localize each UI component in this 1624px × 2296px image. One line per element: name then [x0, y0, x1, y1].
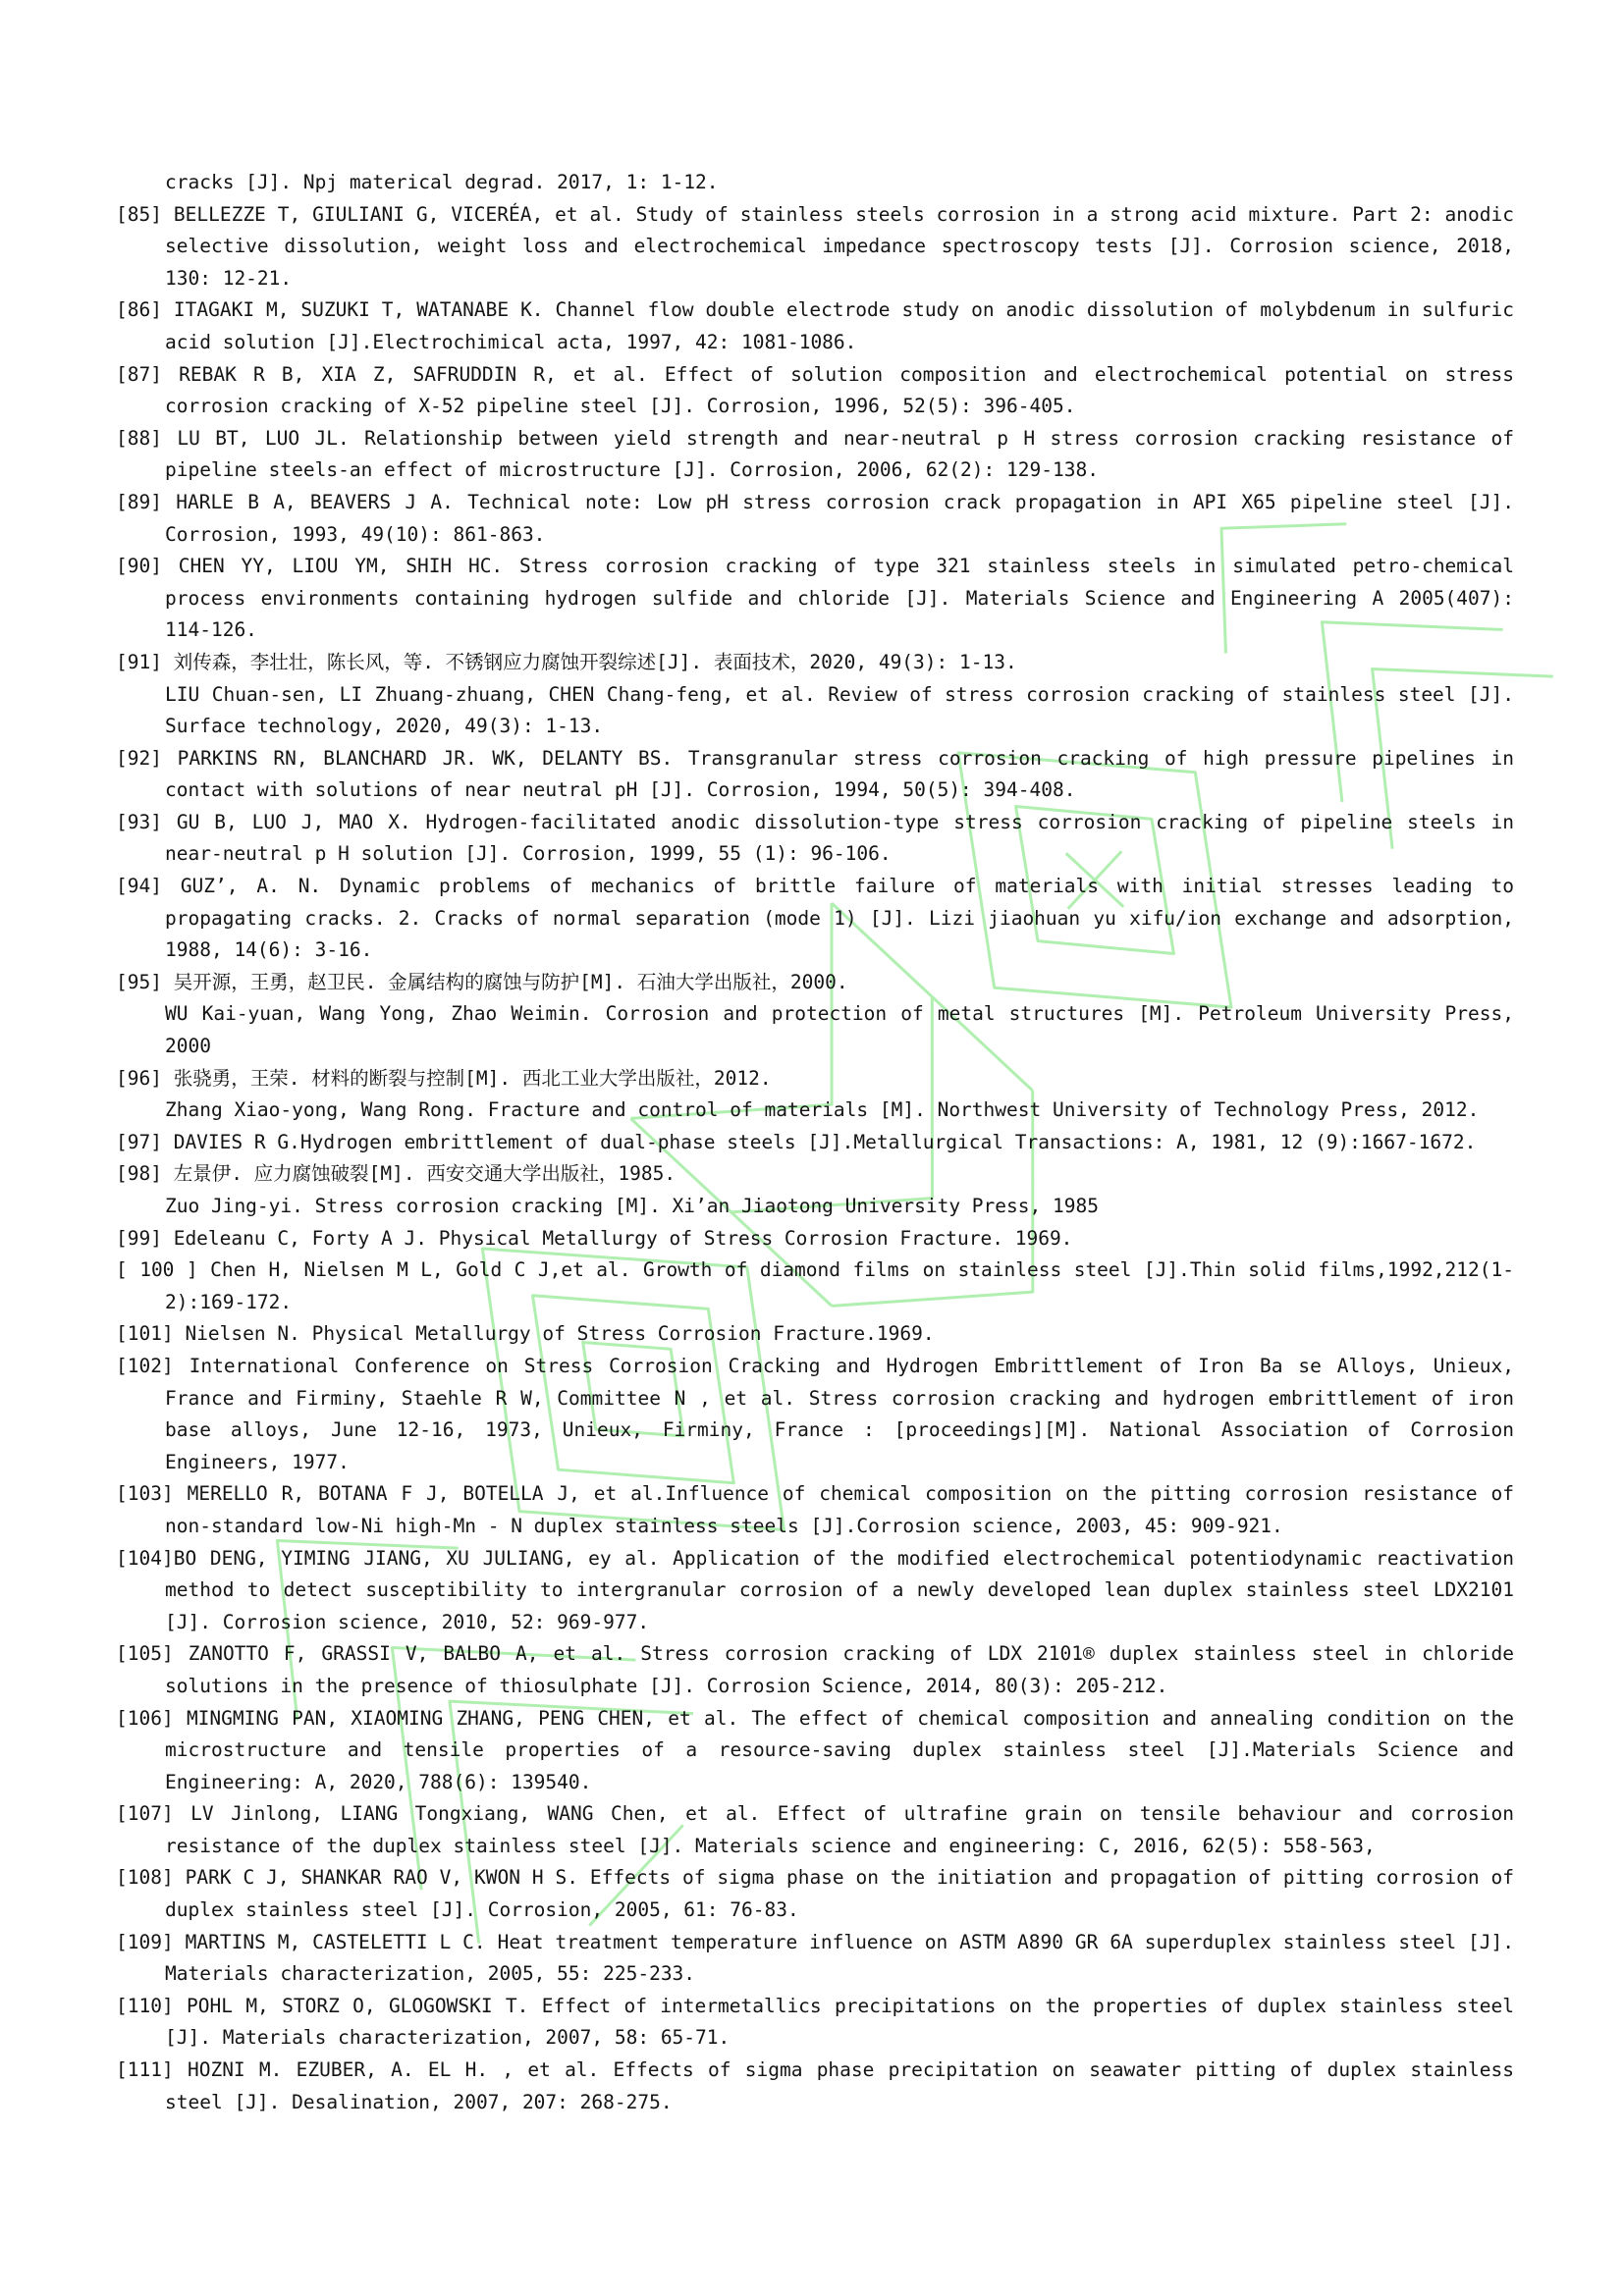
reference-entry [116, 1638, 1514, 1702]
reference-entry [116, 487, 1514, 551]
reference-text: [104]BO DENG, YIMING JIANG, XU JULIANG, ey al. Application of the modified electrochemical potentiodynamic reactivation method to detect susceptibility to intergranular corrosion of a newly developed lean duplex stainless steel LDX2101 [J]. Corrosion science, 2010, 52: 969-977. [116, 1546, 1514, 1633]
reference-entry [116, 1351, 1514, 1478]
reference-entry [116, 1703, 1514, 1799]
reference-number: [ 100 ] [116, 1258, 211, 1282]
reference-number: [108] [116, 1866, 186, 1890]
reference-text: [110] POHL M, STORZ O, GLOGOWSKI T. Effect of intermetallics precipitations on the properties of duplex stainless steel [J]. Materials characterization, 2007, 58: 65-71. [116, 1994, 1514, 2050]
reference-number: [99] [116, 1226, 174, 1250]
reference-number: [87] [116, 362, 180, 386]
reference-translation: Zuo Jing-yi. Stress corrosion cracking [M]. Xi’an Jiaotong University Press, 1985 [165, 1195, 1099, 1217]
reference-entry [116, 967, 1514, 1063]
reference-number: [98] [116, 1162, 174, 1186]
reference-translation: LIU Chuan-sen, LI Zhuang-zhuang, CHEN Chang-feng, et al. Review of stress corrosion cracking of stainless steel [J]. Surface technology, 2020, 49(3): 1-13. [165, 682, 1514, 738]
reference-entry [116, 199, 1514, 295]
reference-number: [111] [116, 2058, 188, 2082]
reference-entry [116, 1255, 1514, 1318]
reference-number: [97] [116, 1130, 174, 1153]
reference-entry [116, 647, 1514, 743]
reference-entry [116, 2055, 1514, 2118]
reference-entry [116, 294, 1514, 358]
reference-number: [90] [116, 555, 179, 578]
reference-number: [95] [116, 970, 174, 993]
reference-number: [110] [116, 1994, 188, 2017]
reference-entry [116, 1158, 1514, 1222]
reference-number: [104] [116, 1546, 174, 1570]
reference-entry [116, 359, 1514, 423]
reference-entry [116, 1223, 1514, 1255]
reference-number: [86] [116, 298, 174, 322]
reference-text: [97] DAVIES R G.Hydrogen embrittlement of dual-phase steels [J].Metallurgical Transactions: A, 1981, 12 (9):1667-1672. [116, 1130, 1477, 1153]
reference-text: [95] 吴开源，王勇，赵卫民. 金属结构的腐蚀与防护[M]. 石油大学出版社，2000. [116, 970, 848, 993]
reference-text: [102] International Conference on Stress Corrosion Cracking and Hydrogen Embrittlement of Iron Ba se Alloys, Unieux, France and Firminy, Staehle R W, Committee N , et al. Stress corrosion cracking and hydrogen embrittlement of iron base alloys, June 12-16, 1973, Unieux, Firminy, France : [proceedings][M]. National Association of Corrosion Engineers, 1977. [116, 1354, 1514, 1473]
reference-text: [ 100 ] Chen H, Nielsen M L, Gold C J,et al. Growth of diamond films on stainless steel [J].Thin solid films,1992,212(1-2):169-172. [116, 1258, 1514, 1313]
reference-number: [94] [116, 875, 181, 898]
reference-text: [101] Nielsen N. Physical Metallurgy of Stress Corrosion Fracture.1969. [116, 1322, 935, 1346]
reference-entry [116, 423, 1514, 487]
reference-number: [105] [116, 1642, 189, 1666]
reference-number: [102] [116, 1354, 189, 1377]
reference-text: [105] ZANOTTO F, GRASSI V, BALBO A, et al. Stress corrosion cracking of LDX 2101® duplex stainless steel in chloride solutions in the presence of thiosulphate [J]. Corrosion Science, 2014, 80(3): 205-212. [116, 1642, 1514, 1697]
reference-entry [116, 871, 1514, 967]
reference-text: [98] 左景伊. 应力腐蚀破裂[M]. 西安交通大学出版社，1985. [116, 1162, 677, 1186]
reference-entry [116, 807, 1514, 871]
reference-number: [103] [116, 1482, 188, 1506]
reference-text: [111] HOZNI M. EZUBER, A. EL H. , et al. Effects of sigma phase precipitation on seawater pitting of duplex stainless steel [J]. Desalination, 2007, 207: 268-275. [116, 2058, 1514, 2113]
reference-entry [116, 1063, 1514, 1127]
reference-entry [116, 1318, 1514, 1351]
reference-entry [116, 167, 1514, 199]
reference-text: [108] PARK C J, SHANKAR RAO V, KWON H S. Effects of sigma phase on the initiation and propagation of pitting corrosion of duplex stainless steel [J]. Corrosion, 2005, 61: 76-83. [116, 1866, 1514, 1922]
reference-text: [90] CHEN YY, LIOU YM, SHIH HC. Stress corrosion cracking of type 321 stainless steels in simulated petro-chemical process environments containing hydrogen sulfide and chloride [J]. Materials Science and Engineering A 2005(407): 114-126. [116, 555, 1514, 642]
reference-number: [109] [116, 1930, 186, 1953]
reference-text: [86] ITAGAKI M, SUZUKI T, WATANABE K. Channel flow double electrode study on anodic dissolution of molybdenum in sulfuric acid solution [J].Electrochimical acta, 1997, 42: 1081-1086. [116, 298, 1515, 353]
reference-text: [94] GUZ’, A. N. Dynamic problems of mechanics of brittle failure of materials with initial stresses leading to propagating cracks. 2. Cracks of normal separation (mode 1) [J]. Lizi jiaohuan yu xifu/ion exchange and adsorption, 1988, 14(6): 3-16. [116, 875, 1514, 962]
reference-text: [87] REBAK R B, XIA Z, SAFRUDDIN R, et al. Effect of solution composition and electrochemical potential on stress corrosion cracking of X-52 pipeline steel [J]. Corrosion, 1996, 52(5): 396-405. [116, 362, 1515, 418]
reference-entry [116, 1991, 1514, 2055]
reference-entry [116, 1798, 1514, 1862]
reference-text: [96] 张骁勇，王荣. 材料的断裂与控制[M]. 西北工业大学出版社，2012. [116, 1066, 772, 1090]
reference-text: [92] PARKINS RN, BLANCHARD JR. WK, DELANTY BS. Transgranular stress corrosion cracking of high pressure pipelines in contact with solutions of near neutral pH [J]. Corrosion, 1994, 50(5): 394-408. [116, 746, 1515, 802]
reference-text: [103] MERELLO R, BOTANA F J, BOTELLA J, et al.Influence of chemical composition on the pitting corrosion resistance of non-standard low-Ni high-Mn - N duplex stainless steels [J].Corrosion science, 2003, 45: 909-921. [116, 1482, 1514, 1537]
reference-number: [106] [116, 1706, 187, 1730]
reference-number: [88] [116, 426, 178, 450]
reference-text: [85] BELLEZZE T, GIULIANI G, VICERÉA, et al. Study of stainless steels corrosion in a strong acid mixture. Part 2: anodic selective dissolution, weight loss and electrochemical impedance spectroscopy tests [J]. Corrosion science, 2018, 130: 12-21. [116, 202, 1514, 290]
reference-text: [106] MINGMING PAN, XIAOMING ZHANG, PENG CHEN, et al. The effect of chemical composition and annealing condition on the microstructure and tensile properties of a resource-saving duplex stainless steel [J].Materials Science and Engineering: A, 2020, 788(6): 139540. [116, 1706, 1514, 1793]
reference-text: [93] GU B, LUO J, MAO X. Hydrogen-facilitated anodic dissolution-type stress corrosion cracking of pipeline steels in near-neutral p H solution [J]. Corrosion, 1999, 55 (1): 96-106. [116, 810, 1514, 866]
reference-text: [99] Edeleanu C, Forty A J. Physical Metallurgy of Stress Corrosion Fracture. 1969. [116, 1226, 1073, 1250]
reference-text: [91] 刘传森，李壮壮，陈长风，等. 不锈钢应力腐蚀开裂综述[J]. 表面技术，2020, 49(3): 1-13. [116, 650, 1017, 673]
reference-number: [96] [116, 1066, 174, 1090]
reference-entry [116, 1543, 1514, 1639]
reference-text: [107] LV Jinlong, LIANG Tongxiang, WANG Chen, et al. Effect of ultrafine grain on tensile behaviour and corrosion resistance of the duplex stainless steel [J]. Materials science and engineering: C, 2016, 62(5): 558-563, [116, 1802, 1514, 1857]
reference-number: [107] [116, 1802, 191, 1826]
reference-entry [116, 1862, 1514, 1926]
reference-entry [116, 743, 1514, 807]
reference-translation: WU Kai-yuan, Wang Yong, Zhao Weimin. Corrosion and protection of metal structures [M]. Petroleum University Press, 2000 [165, 1002, 1514, 1058]
reference-text: [109] MARTINS M, CASTELETTI L C. Heat treatment temperature influence on ASTM A890 GR 6A superduplex stainless steel [J]. Materials characterization, 2005, 55: 225-233. [116, 1930, 1514, 1986]
reference-text: [89] HARLE B A, BEAVERS J A. Technical note: Low pH stress corrosion crack propagation in API X65 pipeline steel [J]. Corrosion, 1993, 49(10): 861-863. [116, 490, 1514, 546]
references-list [116, 167, 1514, 2118]
reference-number: [92] [116, 746, 178, 770]
reference-entry [116, 1927, 1514, 1991]
reference-entry [116, 1478, 1514, 1542]
reference-number: [89] [116, 490, 177, 513]
reference-entry [116, 1127, 1514, 1159]
reference-translation: Zhang Xiao-yong, Wang Rong. Fracture and control of materials [M]. Northwest University of Technology Press, 2012. [165, 1098, 1480, 1122]
reference-text: [88] LU BT, LUO JL. Relationship between yield strength and near-neutral p H stress corrosion cracking resistance of pipeline steels-an effect of microstructure [J]. Corrosion, 2006, 62(2): 129-138. [116, 426, 1514, 482]
reference-entry [116, 551, 1514, 647]
reference-number: [85] [116, 202, 174, 226]
reference-number: [101] [116, 1322, 186, 1346]
reference-number: [91] [116, 650, 174, 673]
reference-number: [93] [116, 810, 177, 833]
reference-text: cracks [J]. Npj materical degrad. 2017, 1: 1-12. [165, 171, 719, 193]
